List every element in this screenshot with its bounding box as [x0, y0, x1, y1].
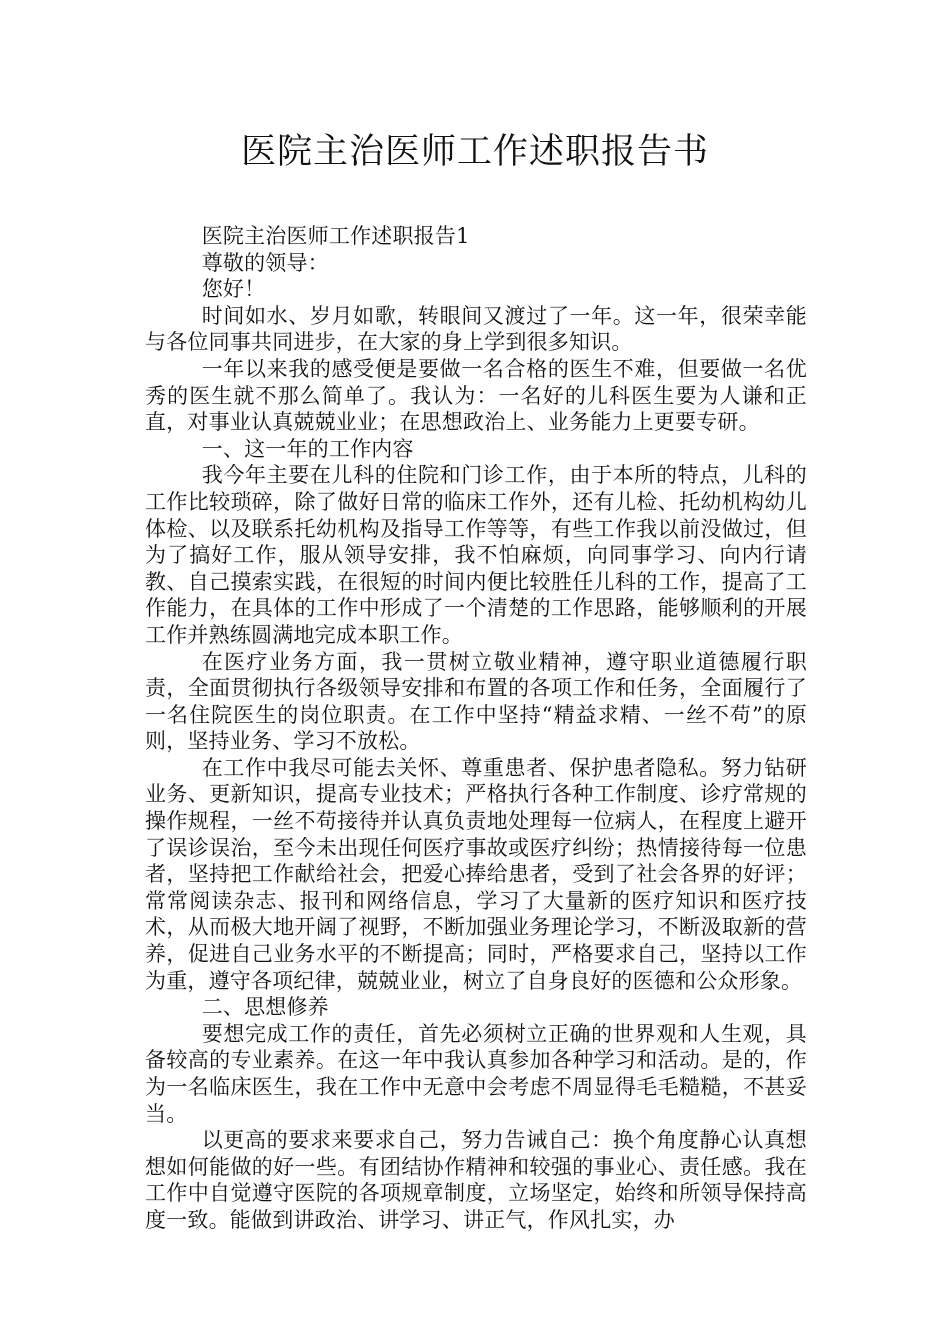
- paragraph-intro: 时间如水、岁月如歌，转眼间又渡过了一年。这一年，很荣幸能与各位同事共同进步，在大家的身上学到很多知识。: [145, 303, 807, 355]
- greeting: 您好！: [201, 277, 266, 302]
- report-subtitle: 医院主治医师工作述职报告1: [201, 224, 470, 248]
- paragraph-medical-practice: 在医疗业务方面，我一贯树立敬业精神，遵守职业道德履行职责，全面贯彻执行各级领导安排和布置的各项工作和任务，全面履行了一名住院医生的岗位职责。在工作中坚持“精益求精、一丝不苟”的原则，坚持业务、学习不放松。: [145, 649, 807, 754]
- paragraph-ideology: 要想完成工作的责任，首先必须树立正确的世界观和人生观，具备较高的专业素养。在这一年中我认真参加各种学习和活动。是的，作为一名临床医生，我在工作中无意中会考虑不周显得毛毛糙糙，不甚妥当。: [145, 1021, 807, 1126]
- section-heading-ideology: 二、思想修养: [201, 995, 329, 1020]
- document-body: [145, 223, 807, 1234]
- section-heading-work-content: 一、这一年的工作内容: [201, 436, 414, 461]
- document-title: 医院主治医师工作述职报告书: [240, 132, 709, 172]
- paragraph-feelings: 一年以来我的感受便是要做一名合格的医生不难，但要做一名优秀的医生就不那么简单了。我认为：一名好的儿科医生要为人谦和正直，对事业认真兢兢业业；在思想政治上、业务能力上更要专研。: [145, 356, 807, 435]
- paragraph-higher-standards: 以更高的要求来要求自己，努力告诫自己：换个角度静心认真想想如何能做的好一些。有团结协作精神和较强的事业心、责任感。我在工作中自觉遵守医院的各项规章制度，立场坚定，始终和所领导保持高度一致。能做到讲政治、讲学习、讲正气，作风扎实，办: [145, 1128, 807, 1232]
- paragraph-work-content: 我今年主要在儿科的住院和门诊工作，由于本所的特点，儿科的工作比较琐碎，除了做好日常的临床工作外，还有儿检、托幼机构幼儿体检、以及联系托幼机构及指导工作等等，有些工作我以前没做过，但为了搞好工作，服从领导安排，我不怕麻烦，向同事学习、向内行请教、自己摸索实践，在很短的时间内便比较胜任儿科的工作，提高了工作能力，在具体的工作中形成了一个清楚的工作思路，能够顺利的开展工作并熟练圆满地完成本职工作。: [145, 463, 807, 647]
- paragraph-patient-care: 在工作中我尽可能去关怀、尊重患者、保护患者隐私。努力钻研业务、更新知识，提高专业技术；严格执行各种工作制度、诊疗常规的操作规程，一丝不苟接待并认真负责地处理每一位病人，在程度上避开了误诊误治，至今未出现任何医疗事故或医疗纠纷；热情接待每一位患者，坚持把工作献给社会，把爱心捧给患者，受到了社会各界的好评；常常阅读杂志、报刊和网络信息，学习了大量新的医疗知识和医疗技术，从而极大地开阔了视野，不断加强业务理论学习，不断汲取新的营养，促进自己业务水平的不断提高；同时，严格要求自己，坚持以工作为重，遵守各项纪律，兢兢业业，树立了自身良好的医德和公众形象。: [145, 755, 807, 993]
- salutation: 尊敬的领导：: [201, 250, 329, 275]
